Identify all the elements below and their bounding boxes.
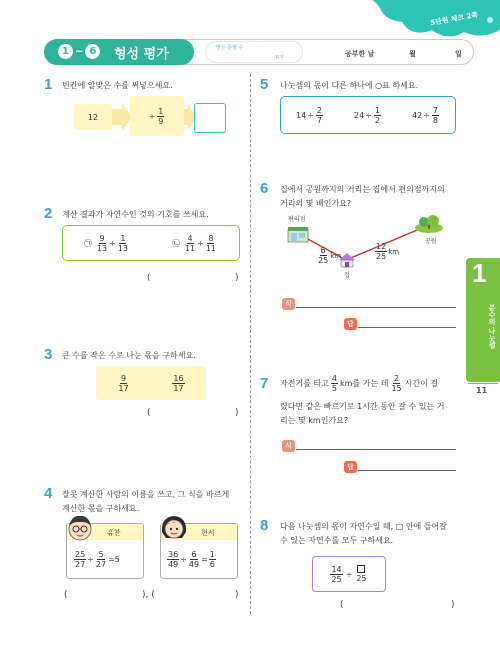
study-date-label: 공부한 날 [345,50,375,58]
q2-a-op: ÷ [109,238,116,248]
q1-frac-n: 1 [158,106,164,116]
q6-text-line1: 집에서 공원까지의 거리는 집에서 편의점까지의 [280,185,445,194]
page-number: 11 [476,386,488,395]
q5-expr-1[interactable] [296,106,324,125]
q7-f1-d: 5 [331,384,338,393]
q3-frac-b [172,374,184,393]
d1-d: 25 [318,256,329,265]
q5-e1-w: 14 [296,110,307,120]
side-tab [466,258,500,382]
d2-unit: km [388,247,400,256]
q5-e2-d: 2 [374,115,380,125]
unit-start-circle: 1 [58,44,73,59]
q5-e2-op: ÷ [365,110,372,120]
q2-option-b-mark: ㉡ [171,238,180,248]
q5-e2-frac [374,106,381,125]
q4-person2-avatar [160,514,188,544]
q2-a-n2: 1 [120,233,126,243]
q2-paren-open: ( [147,273,151,283]
q4-p2-eq: = [201,555,208,564]
q1-answer-box[interactable] [194,103,226,133]
q7-answer-line[interactable] [358,470,456,471]
q4-p2-n2: 6 [191,550,197,559]
unit-end-circle: 6 [85,44,100,59]
q8-text-line1: 다음 나눗셈의 몫이 자연수일 때, □ 안에 들어갈 [280,522,448,531]
q2-option-a[interactable] [84,234,130,253]
q8-frac1 [330,565,342,584]
q3-a-d: 17 [118,383,129,393]
q4-p1-op: ÷ [87,555,94,564]
q3-numbers-box [96,366,206,400]
score-box [205,41,303,63]
q5-e3-d: 8 [432,115,438,125]
q2-a-frac2 [117,234,129,253]
store-label: 편의점 [288,216,306,223]
q2-text: 계산 결과가 자연수인 것의 기호를 쓰세요. [62,210,209,219]
q2-options-box [62,225,240,261]
q5-expr-3[interactable] [412,106,440,125]
q1-fraction [157,107,164,126]
q5-options-box [280,96,456,134]
q7-formula-line[interactable] [296,449,456,450]
q4-p2-d2: 49 [188,560,200,569]
q8-op: ÷ [345,569,353,579]
q1-arrow-1 [112,103,132,133]
park-label: 공원 [425,238,437,245]
q7-line1 [280,374,438,393]
q3-frac-a [117,374,129,393]
day-label: 일 [455,50,462,58]
q1-frac-d: 9 [158,116,164,126]
q4-p1-d2: 27 [95,560,107,569]
q8-d1: 25 [331,574,342,584]
q2-a-d2: 13 [117,243,129,253]
header-title-pill [44,39,194,65]
q5-number: 5 [260,76,269,93]
side-tab-number: 1 [472,258,487,288]
q8-n1: 14 [331,564,342,574]
q4-p2-rd: 6 [209,560,215,569]
corner-decoration [372,0,500,40]
q8-text-line2: 수 있는 자연수를 모두 구하세요. [280,536,394,545]
q6-text-line2: 거리의 몇 배인가요? [280,199,352,208]
column-divider [250,74,251,614]
q8-blank-box[interactable] [357,565,365,573]
q6-answer-line[interactable] [358,327,456,328]
store-icon [286,224,310,246]
q4-paren-mid: ), ( [142,590,155,600]
q2-b-frac1 [184,234,196,253]
d2-n: 12 [376,242,387,251]
d2-frac [375,242,387,261]
q8-frac2 [355,565,367,583]
q4-person1-avatar [66,514,94,544]
q4-p2-f2 [188,550,200,569]
q2-b-d1: 11 [184,243,196,253]
q4-p2-n1: 36 [168,550,179,559]
q4-p1-n1: 25 [75,550,86,559]
q3-b-n: 16 [173,373,184,383]
score-total: /6개 [274,55,284,61]
q4-p1-res: 5 [114,555,120,564]
q5-e1-op: ÷ [307,110,314,120]
q2-paren-close: ) [235,273,239,283]
corner-tab-label: 5단원 체크 2쪽 [429,10,479,28]
q2-b-n2: 8 [208,233,214,243]
q2-b-frac2 [205,234,217,253]
q5-e1-frac [316,106,323,125]
q2-answer-input[interactable] [153,272,233,284]
q6-formula-badge: 식 [282,298,295,310]
d1-unit: km [330,251,342,260]
month-label: 월 [409,50,416,58]
q3-answer-input[interactable] [153,407,233,419]
q5-e3-w: 42 [412,110,423,120]
q7-text-line2: 렸다면 같은 빠르기로 1시간 동안 갈 수 있는 거 [280,402,445,411]
park-icon [414,212,444,236]
q5-e1-n: 2 [316,105,322,115]
q4-name-input[interactable] [70,589,140,601]
page-number-rule [468,383,498,384]
q4-paren-open: ( [64,590,68,600]
q7-frac2 [390,374,402,393]
unit-range-separator: ~ [75,46,84,57]
q3-paren-close: ) [235,408,239,418]
q3-b-d: 17 [173,383,184,393]
q1-number: 1 [44,76,53,93]
q2-number: 2 [44,205,53,222]
q7-f1-n: 4 [331,374,338,383]
distance-1 [316,246,341,265]
score-label: 맞은 문항 수 [216,45,244,51]
q5-e3-n: 7 [432,105,438,115]
q8-paren-close: ) [451,600,455,610]
q7-f2-n: 2 [394,374,400,383]
q1-start-value: 12 [87,112,99,122]
q5-e2-w: 24 [354,110,365,120]
q2-a-frac1 [96,234,108,253]
q6-answer-badge: 답 [344,318,357,330]
q4-p2-res [209,550,216,569]
q3-number: 3 [44,346,53,363]
q4-p2-rn: 1 [209,550,215,559]
q4-paren-close: ) [235,590,239,600]
q4-p1-f1 [74,550,86,569]
q2-b-op: ÷ [197,238,204,248]
page-title: 형성 평가 [114,47,169,62]
q8-d2: 25 [356,574,367,583]
q7-number: 7 [260,375,269,392]
q4-p2-d1: 49 [168,560,179,569]
q2-b-d2: 11 [205,243,217,253]
q4-p2-f1 [167,550,179,569]
q5-e2-n: 1 [374,105,380,115]
q1-op: ÷ [148,111,156,121]
q5-text: 나눗셈의 몫이 다른 하나에 ○표 하세요. [280,81,419,90]
q4-person1-expr [73,550,120,569]
unit-range [58,44,100,59]
side-tab-title: 분수의 나눗셈 [488,304,496,349]
q5-e3-frac [432,106,439,125]
q3-a-n: 9 [120,373,127,383]
q7-t2: km를 가는 데 [340,378,389,388]
q7-text-line3: 리는 몇 km인가요? [280,416,349,425]
q2-a-n1: 9 [99,233,105,243]
q2-a-d1: 13 [96,243,108,253]
q2-option-b[interactable] [172,234,218,253]
q5-e1-d: 7 [316,115,322,125]
q4-p1-d1: 27 [75,560,86,569]
q4-number: 4 [44,485,53,502]
q8-number: 8 [260,517,269,534]
q7-t3: 시간이 걸 [404,378,439,388]
q4-p1-f2 [95,550,107,569]
q3-paren-open: ( [147,408,151,418]
q8-answer-input[interactable] [346,599,450,611]
d1-frac [317,246,329,265]
q2-b-n1: 4 [187,233,193,243]
q6-formula-line[interactable] [296,307,456,308]
q5-expr-2[interactable] [354,106,382,125]
q4-answer-input[interactable] [162,589,232,601]
q1-text: 빈칸에 알맞은 수를 써넣으세요. [62,81,173,90]
q1-operation-box [130,96,184,136]
q7-f2-d: 15 [391,384,402,393]
d2-d: 25 [376,252,387,261]
q2-option-a-mark: ㉠ [83,238,92,248]
q4-p1-n2: 5 [98,550,104,559]
girl-icon [160,514,188,542]
q4-person2-name: 현서 [201,529,215,537]
q7-formula-badge: 식 [282,440,295,452]
q8-expression-box [312,556,386,592]
q4-p1-eq: = [108,555,115,564]
q1-start-box [74,104,112,130]
header-bar [44,39,474,65]
q6-map-diagram [282,212,452,284]
q8-paren-open: ( [340,600,344,610]
q5-e3-op: ÷ [423,110,430,120]
d1-n: 6 [320,246,326,255]
q7-answer-badge: 답 [344,461,357,473]
distance-2 [374,242,399,261]
boy-with-glasses-icon [66,514,94,542]
home-label: 집 [344,272,350,279]
q4-text-line2: 계산한 몫을 구하세요. [62,504,140,513]
q6-number: 6 [260,180,269,197]
q7-t1: 자전거를 타고 [280,378,329,388]
q4-p2-op: ÷ [180,555,187,564]
q4-person2-expr [166,550,217,569]
q7-frac1 [331,374,338,393]
q4-text-line1: 잘못 계산한 사람의 이름을 쓰고, 그 식을 바르게 [62,490,230,499]
q4-person1-name: 유찬 [107,529,121,537]
q3-text: 큰 수를 작은 수로 나눈 몫을 구하세요. [62,351,196,360]
